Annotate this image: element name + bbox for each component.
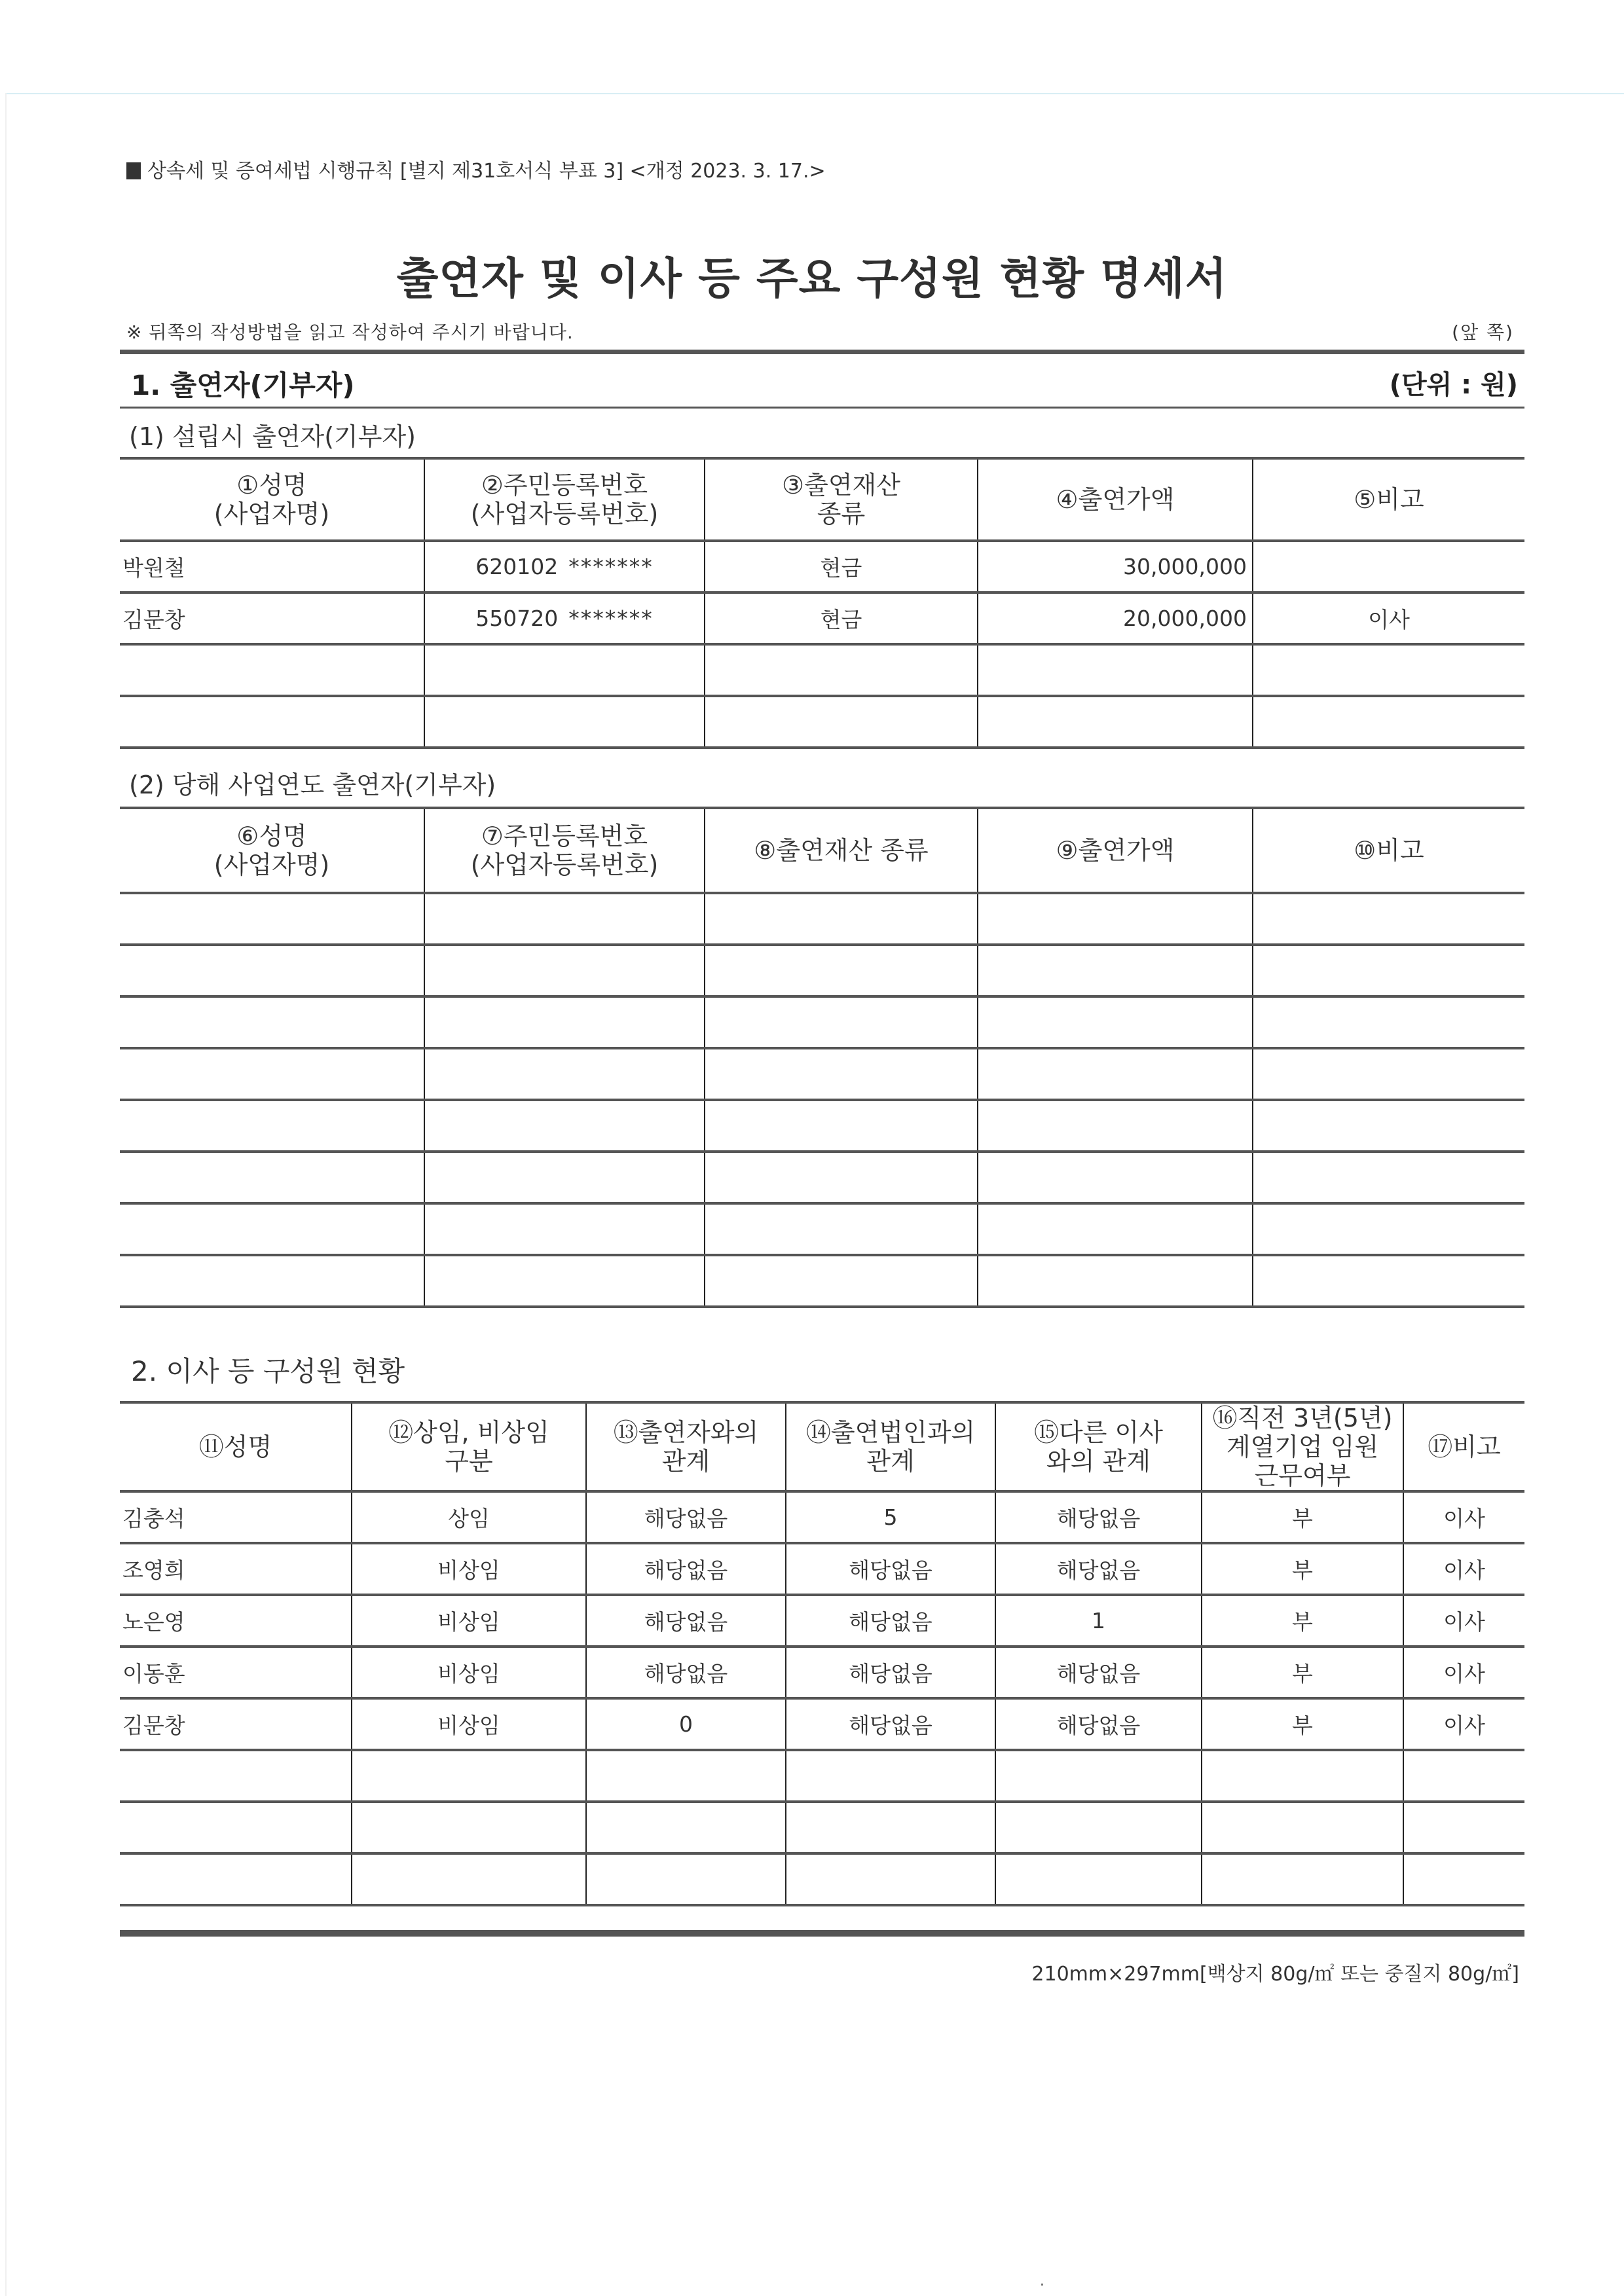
divider — [120, 407, 1524, 409]
founding-contributors-table — [120, 457, 1524, 749]
member-name-cell[interactable] — [120, 1750, 352, 1802]
column-header-line: ⑥성명 — [236, 822, 307, 850]
regulation-line — [126, 155, 826, 183]
table-row — [120, 1255, 1524, 1307]
contributor-id-cell[interactable] — [424, 1255, 705, 1307]
remark-cell[interactable] — [1253, 644, 1524, 696]
remark-cell[interactable]: 이사 — [1403, 1543, 1524, 1595]
column-header-line: ②주민등록번호 — [481, 471, 648, 500]
column-header-line: ⑬출연자와의 — [613, 1418, 759, 1447]
contributor-name-cell[interactable] — [120, 1255, 424, 1307]
remark-cell[interactable] — [1403, 1750, 1524, 1802]
id-prefix: 550720 — [475, 606, 559, 631]
relation-to-corporation-cell[interactable]: 해당없음 — [786, 1595, 995, 1647]
asset-type-cell[interactable] — [705, 1100, 978, 1152]
contributor-id-cell[interactable] — [424, 893, 705, 945]
instruction-note: ※ 뒤쪽의 작성방법을 읽고 작성하여 주시기 바랍니다. — [126, 321, 574, 343]
column-header-line: ⑮다른 이사 — [1034, 1418, 1163, 1447]
table-row — [120, 1647, 1524, 1698]
relation-to-corporation-cell[interactable] — [786, 1802, 995, 1853]
remark-cell[interactable] — [1253, 1152, 1524, 1203]
relation-to-contributor-cell[interactable] — [586, 1802, 786, 1853]
position-type-cell[interactable]: 비상임 — [352, 1647, 586, 1698]
amount-cell[interactable] — [978, 1152, 1253, 1203]
section1-title: 1. 출연자(기부자) — [131, 369, 355, 401]
position-type-cell[interactable] — [352, 1853, 586, 1905]
column-header-line: ③출연재산 — [782, 471, 900, 500]
remark-cell[interactable] — [1253, 945, 1524, 996]
id-prefix: 620102 — [475, 554, 559, 579]
contributor-id-cell[interactable] — [424, 541, 705, 592]
column-header — [705, 458, 978, 541]
position-type-cell[interactable]: 비상임 — [352, 1595, 586, 1647]
amount-cell[interactable] — [978, 644, 1253, 696]
affiliate-officer-cell[interactable]: 부 — [1202, 1647, 1403, 1698]
remark-cell[interactable]: 이사 — [1403, 1698, 1524, 1750]
relation-to-contributor-cell[interactable] — [586, 1750, 786, 1802]
amount-cell[interactable] — [978, 1255, 1253, 1307]
remark-cell[interactable] — [1253, 1255, 1524, 1307]
remark-cell[interactable] — [1403, 1802, 1524, 1853]
amount-cell[interactable] — [978, 1203, 1253, 1255]
asset-type-cell[interactable] — [705, 1152, 978, 1203]
subsection2-title: (2) 당해 사업연도 출연자(기부자) — [129, 771, 496, 799]
contributor-name-cell[interactable] — [120, 644, 424, 696]
column-header — [424, 808, 705, 893]
asset-type-cell[interactable] — [705, 1255, 978, 1307]
divider — [120, 350, 1524, 354]
contributor-id-cell[interactable] — [424, 1203, 705, 1255]
table-row — [120, 1802, 1524, 1853]
scan-edge-top — [7, 93, 1624, 94]
column-header-line: ⑪성명 — [198, 1432, 272, 1461]
column-header-line: (사업자등록번호) — [470, 500, 659, 528]
remark-cell[interactable]: 이사 — [1403, 1647, 1524, 1698]
column-header — [120, 1402, 352, 1491]
relation-to-corporation-cell[interactable] — [786, 1750, 995, 1802]
column-header-line: ⑨출연가액 — [1056, 836, 1175, 865]
id-mask: ******* — [568, 606, 654, 631]
footer-divider — [120, 1930, 1524, 1937]
section2-title: 2. 이사 등 구성원 현황 — [131, 1355, 405, 1387]
position-type-cell[interactable]: 비상임 — [352, 1698, 586, 1750]
regulation-text: 상속세 및 증여세법 시행규칙 [별지 제31호서식 부표 3] <개정 2023. 3. 17.> — [147, 160, 826, 183]
column-header-line: 종류 — [817, 500, 866, 528]
relation-to-corporation-cell[interactable] — [786, 1853, 995, 1905]
relation-to-other-directors-cell[interactable] — [995, 1853, 1202, 1905]
table-row — [120, 592, 1524, 644]
relation-to-contributor-cell[interactable] — [586, 1853, 786, 1905]
amount-cell[interactable]: 30,000,000 — [978, 541, 1253, 592]
remark-cell[interactable] — [1253, 1048, 1524, 1100]
column-header-line: ⑭출연법인과의 — [805, 1418, 976, 1447]
column-header-line: 와의 관계 — [1046, 1447, 1151, 1476]
column-header — [352, 1402, 586, 1491]
column-header — [586, 1402, 786, 1491]
member-name-cell[interactable]: 김충석 — [120, 1491, 352, 1543]
column-header — [995, 1402, 1202, 1491]
amount-cell[interactable]: 20,000,000 — [978, 592, 1253, 644]
relation-to-contributor-cell[interactable]: 해당없음 — [586, 1491, 786, 1543]
remark-cell[interactable] — [1253, 1203, 1524, 1255]
table-row — [120, 696, 1524, 748]
remark-cell[interactable] — [1253, 893, 1524, 945]
table-row — [120, 893, 1524, 945]
column-header-line: 관계 — [866, 1447, 915, 1476]
relation-to-other-directors-cell[interactable]: 해당없음 — [995, 1647, 1202, 1698]
relation-to-contributor-cell[interactable]: 해당없음 — [586, 1543, 786, 1595]
paper-spec: 210mm×297mm[백상지 80g/㎡ 또는 중질지 80g/㎡] — [1031, 1963, 1519, 1986]
relation-to-other-directors-cell[interactable]: 해당없음 — [995, 1543, 1202, 1595]
table-row — [120, 644, 1524, 696]
column-header-line: 계열기업 임원 — [1226, 1432, 1379, 1461]
column-header-line: ⑩비고 — [1354, 836, 1424, 865]
current-year-contributors-table — [120, 807, 1524, 1308]
position-type-cell[interactable]: 상임 — [352, 1491, 586, 1543]
column-header-line: ⑧출연재산 종류 — [754, 836, 929, 865]
column-header — [1403, 1402, 1524, 1491]
table-row — [120, 1203, 1524, 1255]
column-header-line: 구분 — [445, 1447, 493, 1476]
relation-to-corporation-cell[interactable]: 해당없음 — [786, 1698, 995, 1750]
relation-to-corporation-cell[interactable]: 해당없음 — [786, 1647, 995, 1698]
column-header — [424, 458, 705, 541]
contributor-name-cell[interactable] — [120, 893, 424, 945]
relation-to-corporation-cell[interactable]: 5 — [786, 1491, 995, 1543]
contributor-name-cell[interactable] — [120, 1152, 424, 1203]
amount-cell[interactable] — [978, 1048, 1253, 1100]
document-title: 출연자 및 이사 등 주요 구성원 현황 명세서 — [396, 253, 1228, 304]
asset-type-cell[interactable]: 현금 — [705, 592, 978, 644]
column-header-line: ④출연가액 — [1056, 485, 1175, 514]
affiliate-officer-cell[interactable]: 부 — [1202, 1698, 1403, 1750]
affiliate-officer-cell[interactable] — [1202, 1853, 1403, 1905]
unit-label: (단위 : 원) — [1389, 370, 1518, 400]
contributor-id-cell[interactable] — [424, 1152, 705, 1203]
column-header-line: (사업자명) — [213, 850, 330, 879]
remark-cell[interactable]: 이사 — [1403, 1595, 1524, 1647]
column-header — [705, 808, 978, 893]
asset-type-cell[interactable] — [705, 893, 978, 945]
relation-to-other-directors-cell[interactable]: 해당없음 — [995, 1491, 1202, 1543]
column-header — [978, 458, 1253, 541]
column-header-line: ⑰비고 — [1428, 1432, 1501, 1461]
id-mask: ******* — [568, 554, 654, 579]
affiliate-officer-cell[interactable]: 부 — [1202, 1491, 1403, 1543]
column-header-line: ①성명 — [236, 471, 307, 500]
remark-cell[interactable] — [1253, 696, 1524, 748]
asset-type-cell[interactable] — [705, 696, 978, 748]
asset-type-cell[interactable]: 현금 — [705, 541, 978, 592]
relation-to-contributor-cell[interactable]: 해당없음 — [586, 1647, 786, 1698]
contributor-name-cell[interactable]: 김문창 — [120, 592, 424, 644]
relation-to-other-directors-cell[interactable] — [995, 1802, 1202, 1853]
column-header — [1202, 1402, 1403, 1491]
member-name-cell[interactable]: 이동훈 — [120, 1647, 352, 1698]
table-row — [120, 1543, 1524, 1595]
remark-cell[interactable] — [1253, 1100, 1524, 1152]
affiliate-officer-cell[interactable] — [1202, 1802, 1403, 1853]
remark-cell[interactable]: 이사 — [1253, 592, 1524, 644]
column-header-line: ⑫상임, 비상임 — [388, 1418, 549, 1447]
contributor-name-cell[interactable] — [120, 945, 424, 996]
asset-type-cell[interactable] — [705, 1048, 978, 1100]
contributor-name-cell[interactable] — [120, 1203, 424, 1255]
table-row — [120, 945, 1524, 996]
asset-type-cell[interactable] — [705, 644, 978, 696]
position-type-cell[interactable]: 비상임 — [352, 1543, 586, 1595]
column-header-line: ⑤비고 — [1354, 485, 1424, 514]
table-row — [120, 1853, 1524, 1905]
scan-speck — [1041, 2284, 1043, 2286]
contributor-id-cell[interactable] — [424, 945, 705, 996]
contributor-name-cell[interactable] — [120, 696, 424, 748]
column-header — [1253, 458, 1524, 541]
contributor-id-cell[interactable] — [424, 696, 705, 748]
column-header-line: ⑦주민등록번호 — [481, 822, 648, 850]
column-header — [1253, 808, 1524, 893]
column-header — [786, 1402, 995, 1491]
relation-to-contributor-cell[interactable]: 해당없음 — [586, 1595, 786, 1647]
amount-cell[interactable] — [978, 893, 1253, 945]
asset-type-cell[interactable] — [705, 945, 978, 996]
table-row — [120, 1048, 1524, 1100]
amount-cell[interactable] — [978, 996, 1253, 1048]
contributor-name-cell[interactable] — [120, 1048, 424, 1100]
affiliate-officer-cell[interactable]: 부 — [1202, 1543, 1403, 1595]
table-row — [120, 1698, 1524, 1750]
asset-type-cell[interactable] — [705, 996, 978, 1048]
column-header — [978, 808, 1253, 893]
member-name-cell[interactable]: 김문창 — [120, 1698, 352, 1750]
column-header-line: (사업자등록번호) — [470, 850, 659, 879]
contributor-name-cell[interactable] — [120, 1100, 424, 1152]
table-row — [120, 1491, 1524, 1543]
scan-edge-left — [5, 93, 7, 2296]
contributor-id-cell[interactable] — [424, 592, 705, 644]
position-type-cell[interactable] — [352, 1750, 586, 1802]
table-row — [120, 1100, 1524, 1152]
contributor-name-cell[interactable]: 박원철 — [120, 541, 424, 592]
position-type-cell[interactable] — [352, 1802, 586, 1853]
column-header-line: (사업자명) — [213, 500, 330, 528]
asset-type-cell[interactable] — [705, 1203, 978, 1255]
relation-to-corporation-cell[interactable]: 해당없음 — [786, 1543, 995, 1595]
member-name-cell[interactable] — [120, 1853, 352, 1905]
square-bullet-icon — [126, 162, 141, 179]
table-row — [120, 996, 1524, 1048]
column-header-line: ⑯직전 3년(5년) — [1212, 1404, 1393, 1432]
affiliate-officer-cell[interactable]: 부 — [1202, 1595, 1403, 1647]
remark-cell[interactable]: 이사 — [1403, 1491, 1524, 1543]
relation-to-other-directors-cell[interactable]: 해당없음 — [995, 1698, 1202, 1750]
amount-cell[interactable] — [978, 945, 1253, 996]
table-row — [120, 541, 1524, 592]
relation-to-other-directors-cell[interactable] — [995, 1750, 1202, 1802]
relation-to-other-directors-cell[interactable]: 1 — [995, 1595, 1202, 1647]
page-side-label: (앞 쪽) — [1452, 321, 1514, 343]
affiliate-officer-cell[interactable] — [1202, 1750, 1403, 1802]
column-header-line: 근무여부 — [1254, 1461, 1351, 1490]
remark-cell[interactable] — [1403, 1853, 1524, 1905]
amount-cell[interactable] — [978, 696, 1253, 748]
member-name-cell[interactable]: 조영희 — [120, 1543, 352, 1595]
column-header — [120, 808, 424, 893]
member-name-cell[interactable] — [120, 1802, 352, 1853]
remark-cell[interactable] — [1253, 996, 1524, 1048]
column-header-line: 관계 — [661, 1447, 710, 1476]
board-members-table — [120, 1401, 1524, 1906]
subsection1-title: (1) 설립시 출연자(기부자) — [129, 422, 416, 451]
contributor-id-cell[interactable] — [424, 1100, 705, 1152]
column-header — [120, 458, 424, 541]
amount-cell[interactable] — [978, 1100, 1253, 1152]
remark-cell[interactable] — [1253, 541, 1524, 592]
contributor-id-cell[interactable] — [424, 996, 705, 1048]
contributor-name-cell[interactable] — [120, 996, 424, 1048]
relation-to-contributor-cell[interactable]: 0 — [586, 1698, 786, 1750]
table-row — [120, 1595, 1524, 1647]
contributor-id-cell[interactable] — [424, 1048, 705, 1100]
table-row — [120, 1152, 1524, 1203]
member-name-cell[interactable]: 노은영 — [120, 1595, 352, 1647]
table-row — [120, 1750, 1524, 1802]
contributor-id-cell[interactable] — [424, 644, 705, 696]
